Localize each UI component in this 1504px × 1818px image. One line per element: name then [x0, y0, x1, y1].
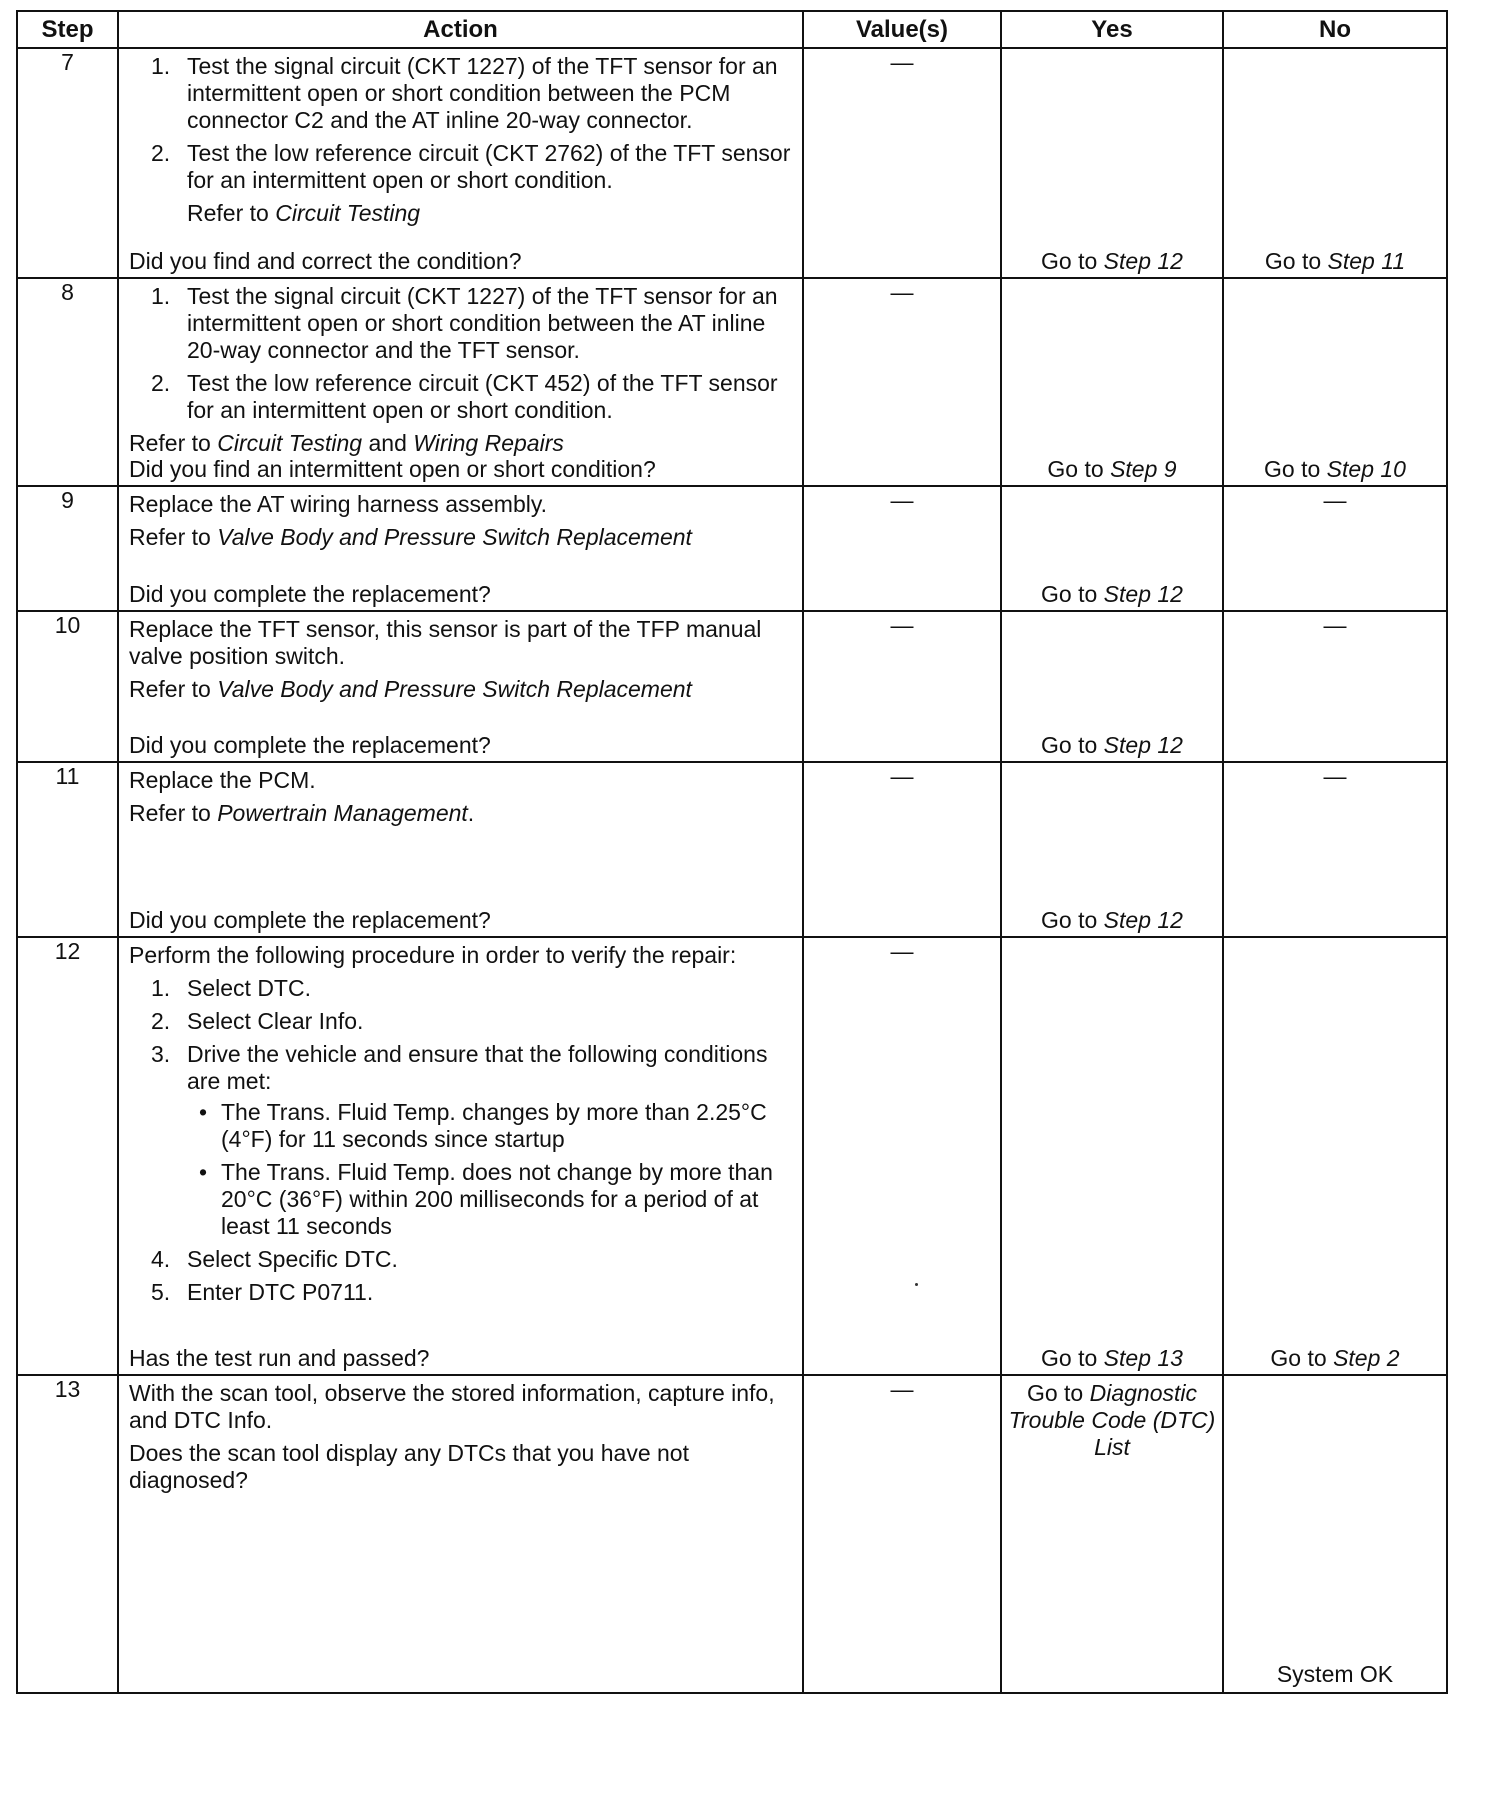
yes-cell: [1001, 762, 1223, 937]
refer-line: Refer to Valve Body and Pressure Switch Replacement: [129, 524, 692, 550]
action-cell: [118, 611, 803, 762]
refer-line: Refer to Circuit Testing: [187, 200, 421, 226]
goto-no-link[interactable]: Go to Step 2: [1270, 1345, 1400, 1371]
bullet-list: [187, 1099, 792, 1240]
action-text: With the scan tool, observe the stored information, capture info, and DTC Info.: [129, 1380, 775, 1433]
value-cell: —: [803, 278, 1001, 486]
list-number: 1.: [151, 53, 171, 79]
table-row-step-9: [17, 486, 1447, 611]
list-item: 2. Select Clear Info.: [151, 1008, 364, 1034]
link-circuit-testing[interactable]: Circuit Testing: [217, 430, 363, 456]
list-item: 5. Enter DTC P0711.: [151, 1279, 374, 1305]
table-row-step-12: [17, 937, 1447, 1375]
no-cell: —: [1223, 486, 1447, 611]
header-action: Action: [118, 11, 803, 48]
list-number: 2.: [151, 370, 171, 396]
action-cell: [118, 762, 803, 937]
list-item-text: Test the signal circuit (CKT 1227) of the TFT sensor for an intermittent open or short condition between the AT inline 20-way connector and the TFT sensor.: [187, 283, 778, 363]
bullet-item: • The Trans. Fluid Temp. does not change by more than 20°C (36°F) within 200 milliseconds for a period of at least 11 seconds: [199, 1159, 773, 1239]
table-row-step-10: [17, 611, 1447, 762]
step-number: 10: [17, 611, 118, 762]
no-cell: [1223, 1375, 1447, 1693]
goto-yes-link[interactable]: Go to Step 12: [1041, 581, 1183, 607]
action-text: Replace the TFT sensor, this sensor is part of the TFP manual valve position switch.: [129, 616, 762, 669]
action-text: Replace the AT wiring harness assembly.: [129, 491, 548, 517]
no-cell: —: [1223, 611, 1447, 762]
goto-yes-link[interactable]: Go to Step 13: [1041, 1345, 1183, 1371]
link-powertrain-management[interactable]: Powertrain Management: [217, 800, 468, 826]
goto-yes-link[interactable]: Go to Step 12: [1041, 907, 1183, 933]
no-cell: [1223, 48, 1447, 278]
value-cell: —: [803, 1375, 1001, 1693]
link-wiring-repairs[interactable]: Wiring Repairs: [413, 430, 564, 456]
action-cell: [118, 486, 803, 611]
list-item: [129, 53, 792, 134]
header-yes: Yes: [1001, 11, 1223, 48]
action-intro: Perform the following procedure in order to verify the repair:: [129, 942, 737, 968]
step-number: 13: [17, 1375, 118, 1693]
question-text: Did you find an intermittent open or short condition?: [129, 456, 656, 482]
step-number: 7: [17, 48, 118, 278]
header-step: Step: [17, 11, 118, 48]
yes-cell: [1001, 486, 1223, 611]
list-item: 3. Drive the vehicle and ensure that the following conditions are met: • The Trans. Fluid Temp. changes by more than 2.25°C (4°F) for 11 seconds since startup • The Trans. Fluid Temp. does not change by more than 20°C (36°F) within 200 milliseconds for a period of at least 11 seconds: [129, 1041, 792, 1240]
step-number: 8: [17, 278, 118, 486]
yes-cell: [1001, 1375, 1223, 1693]
step-number: 9: [17, 486, 118, 611]
action-cell: [118, 278, 803, 486]
step-number: 12: [17, 937, 118, 1375]
question-text: Does the scan tool display any DTCs that you have not diagnosed?: [129, 1440, 689, 1493]
value-cell: —: [803, 486, 1001, 611]
list-item: 1. Select DTC.: [151, 975, 311, 1001]
numbered-list: [129, 53, 792, 194]
numbered-list: [129, 283, 792, 424]
yes-cell: [1001, 937, 1223, 1375]
list-item: [129, 370, 792, 424]
no-cell: [1223, 278, 1447, 486]
link-circuit-testing[interactable]: Circuit Testing: [275, 200, 421, 226]
no-cell: [1223, 937, 1447, 1375]
list-item-text: Test the low reference circuit (CKT 2762) of the TFT sensor for an intermittent open or short condition.: [187, 140, 791, 193]
question-text: Did you find and correct the condition?: [129, 248, 522, 274]
list-number: 1.: [151, 283, 171, 309]
system-ok-text: System OK: [1276, 1661, 1394, 1687]
link-valve-body-replacement[interactable]: Valve Body and Pressure Switch Replacement: [217, 524, 692, 550]
question-text: Has the test run and passed?: [129, 1345, 430, 1371]
list-item: [129, 140, 792, 194]
table-row-step-7: [17, 48, 1447, 278]
goto-no-link[interactable]: Go to Step 11: [1264, 248, 1406, 274]
scan-speck: [915, 1283, 918, 1286]
goto-yes-link[interactable]: Go to Step 12: [1041, 732, 1183, 758]
diagnostic-table: [16, 10, 1448, 1694]
table-row-step-8: [17, 278, 1447, 486]
yes-cell: [1001, 611, 1223, 762]
refer-line: Refer to Circuit Testing and Wiring Repairs: [129, 430, 564, 456]
header-row: [17, 11, 1447, 48]
numbered-list: [129, 975, 792, 1306]
yes-cell: [1001, 278, 1223, 486]
value-cell: —: [803, 611, 1001, 762]
table-row-step-13: [17, 1375, 1447, 1693]
yes-cell: [1001, 48, 1223, 278]
question-text: Did you complete the replacement?: [129, 907, 491, 933]
refer-line: Refer to Powertrain Management.: [129, 800, 475, 826]
list-item: [129, 283, 792, 364]
bullet-item: • The Trans. Fluid Temp. changes by more than 2.25°C (4°F) for 11 seconds since startup: [199, 1099, 767, 1152]
list-item-text: Test the low reference circuit (CKT 452) of the TFT sensor for an intermittent open or short condition.: [187, 370, 778, 423]
table-row-step-11: [17, 762, 1447, 937]
action-cell: [118, 48, 803, 278]
question-text: Did you complete the replacement?: [129, 732, 491, 758]
no-cell: —: [1223, 762, 1447, 937]
action-text: Replace the PCM.: [129, 767, 316, 793]
action-cell: [118, 937, 803, 1375]
goto-yes-link[interactable]: Go to Step 9: [1047, 456, 1177, 482]
header-no: No: [1223, 11, 1447, 48]
list-item: 4. Select Specific DTC.: [151, 1246, 398, 1272]
goto-yes-link[interactable]: Go to Step 12: [1041, 248, 1183, 274]
header-values: Value(s): [803, 11, 1001, 48]
step-number: 11: [17, 762, 118, 937]
value-cell: —: [803, 937, 1001, 1375]
list-item-text: Test the signal circuit (CKT 1227) of the TFT sensor for an intermittent open or short condition between the PCM connector C2 and the AT inline 20-way connector.: [187, 53, 778, 133]
link-valve-body-replacement[interactable]: Valve Body and Pressure Switch Replacement: [217, 676, 692, 702]
question-text: Did you complete the replacement?: [129, 581, 491, 607]
list-number: 2.: [151, 140, 171, 166]
goto-no-link[interactable]: Go to Step 10: [1264, 456, 1406, 482]
value-cell: —: [803, 762, 1001, 937]
value-cell: —: [803, 48, 1001, 278]
refer-line: Refer to Valve Body and Pressure Switch Replacement: [129, 676, 692, 702]
action-cell: [118, 1375, 803, 1693]
goto-yes-link[interactable]: Go to Diagnostic Trouble Code (DTC) List: [1008, 1380, 1216, 1460]
